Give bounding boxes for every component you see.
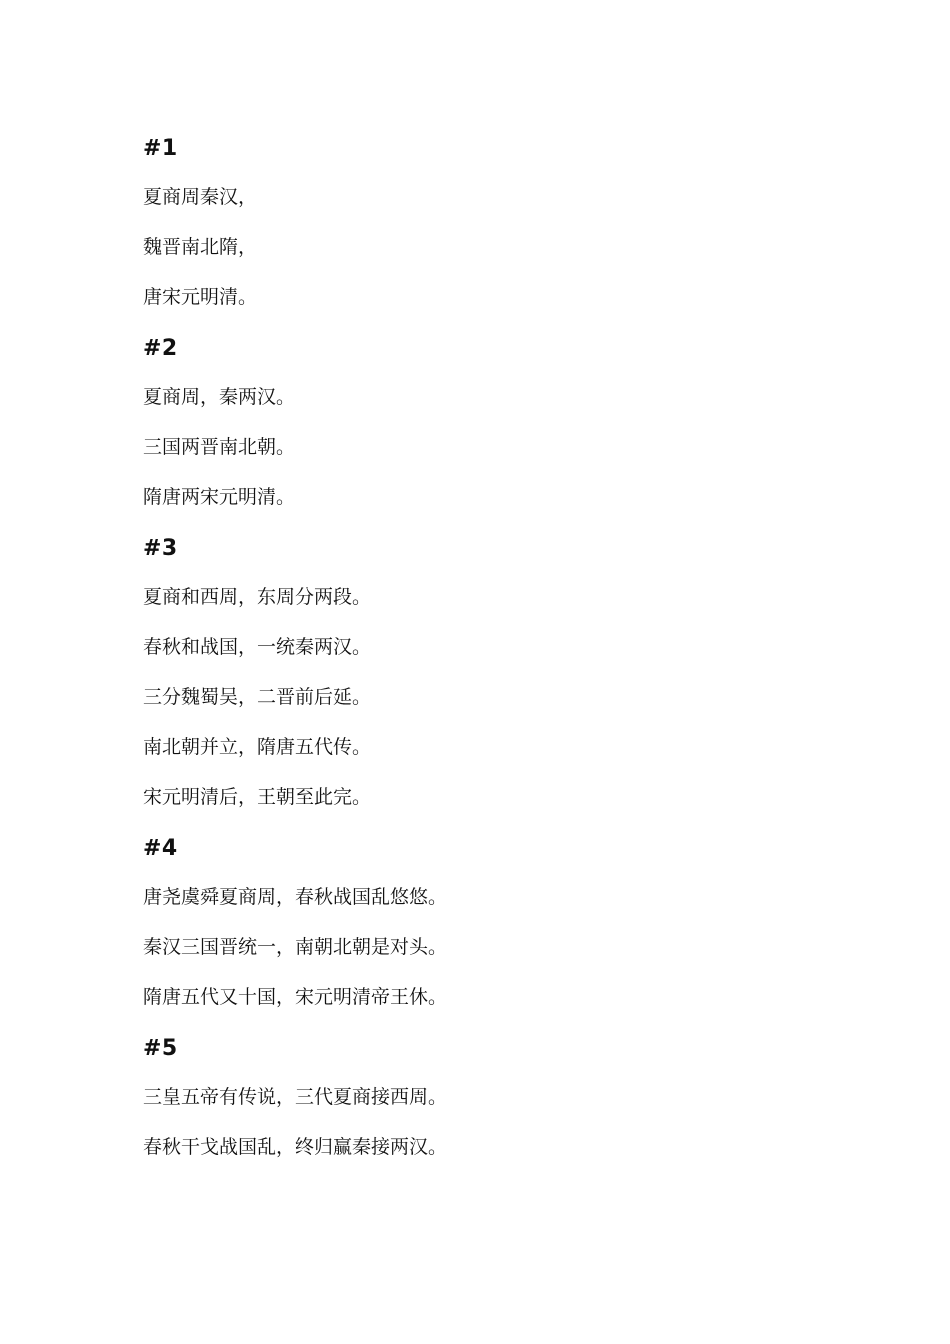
verse-line: 宋元明清后，王朝至此完。 xyxy=(143,786,372,808)
verse-section-1 xyxy=(143,135,843,309)
section-heading: #4 xyxy=(143,836,178,861)
section-heading: #2 xyxy=(143,336,178,361)
verse-line: 隋唐五代又十国，宋元明清帝王休。 xyxy=(143,986,448,1008)
verse-line: 三国两晋南北朝。 xyxy=(143,436,296,458)
verse-line: 唐宋元明清。 xyxy=(143,286,258,308)
verse-section-5 xyxy=(143,1035,843,1159)
verse-line: 夏商周秦汉， xyxy=(143,186,258,208)
verse-line: 秦汉三国晋统一，南朝北朝是对头。 xyxy=(143,936,448,958)
verse-section-2 xyxy=(143,335,843,509)
document-content xyxy=(143,135,843,1185)
verse-section-4 xyxy=(143,835,843,1009)
verse-section-3 xyxy=(143,535,843,809)
verse-line: 三皇五帝有传说，三代夏商接西周。 xyxy=(143,1086,448,1108)
verse-line: 春秋干戈战国乱，终归赢秦接两汉。 xyxy=(143,1136,448,1158)
verse-line: 隋唐两宋元明清。 xyxy=(143,486,296,508)
section-heading: #3 xyxy=(143,536,178,561)
verse-line: 春秋和战国，一统秦两汉。 xyxy=(143,636,372,658)
verse-line: 魏晋南北隋， xyxy=(143,236,258,258)
verse-line: 夏商周，秦两汉。 xyxy=(143,386,296,408)
section-heading: #1 xyxy=(143,136,178,161)
section-heading: #5 xyxy=(143,1036,178,1061)
verse-line: 唐尧虞舜夏商周，春秋战国乱悠悠。 xyxy=(143,886,448,908)
verse-line: 南北朝并立，隋唐五代传。 xyxy=(143,736,372,758)
verse-line: 三分魏蜀吴，二晋前后延。 xyxy=(143,686,372,708)
verse-line: 夏商和西周，东周分两段。 xyxy=(143,586,372,608)
